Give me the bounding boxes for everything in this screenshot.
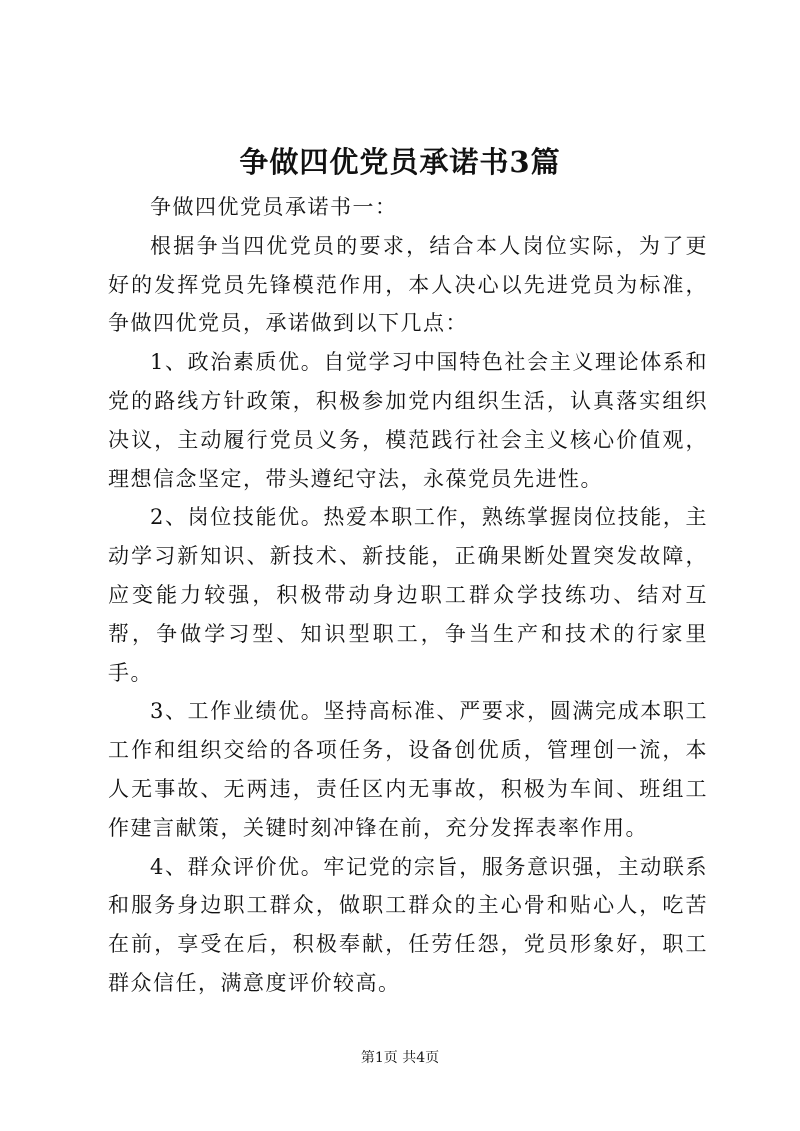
document-body [108, 188, 708, 1003]
point-4-paragraph: 4、群众评价优。牢记党的宗旨，服务意识强，主动联系和服务身边职工群众，做职工群众的主心骨和贴心人，吃苦在前，享受在后，积极奉献，任劳任怨，党员形象好，职工群众信任，满意度评价较高。 [108, 854, 708, 995]
intro-paragraph: 根据争当四优党员的要求，结合本人岗位实际，为了更好的发挥党员先锋模范作用，本人决心以先进党员为标准，争做四优党员，承诺做到以下几点： [108, 233, 708, 336]
heading-paragraph: 争做四优党员承诺书一： [150, 195, 398, 219]
point-1-paragraph: 1、政治素质优。自觉学习中国特色社会主义理论体系和党的路线方针政策，积极参加党内组织生活，认真落实组织决议，主动履行党员义务，模范践行社会主义核心价值观，理想信念坚定，带头遵纪守法，永葆党员先进性。 [108, 350, 708, 491]
page-footer: 第1页 共4页 [360, 1050, 440, 1066]
document-title: 争做四优党员承诺书3篇 [239, 145, 561, 179]
point-2-paragraph: 2、岗位技能优。热爱本职工作，熟练掌握岗位技能，主动学习新知识、新技术、新技能，正确果断处置突发故障，应变能力较强，积极带动身边职工群众学技练功、结对互帮，争做学习型、知识型职工，争当生产和技术的行家里手。 [108, 505, 708, 685]
point-3-paragraph: 3、工作业绩优。坚持高标准、严要求，圆满完成本职工工作和组织交给的各项任务，设备创优质，管理创一流，本人无事故、无两违，责任区内无事故，积极为车间、班组工作建言献策，关键时刻冲锋在前，充分发挥表率作用。 [108, 699, 708, 840]
